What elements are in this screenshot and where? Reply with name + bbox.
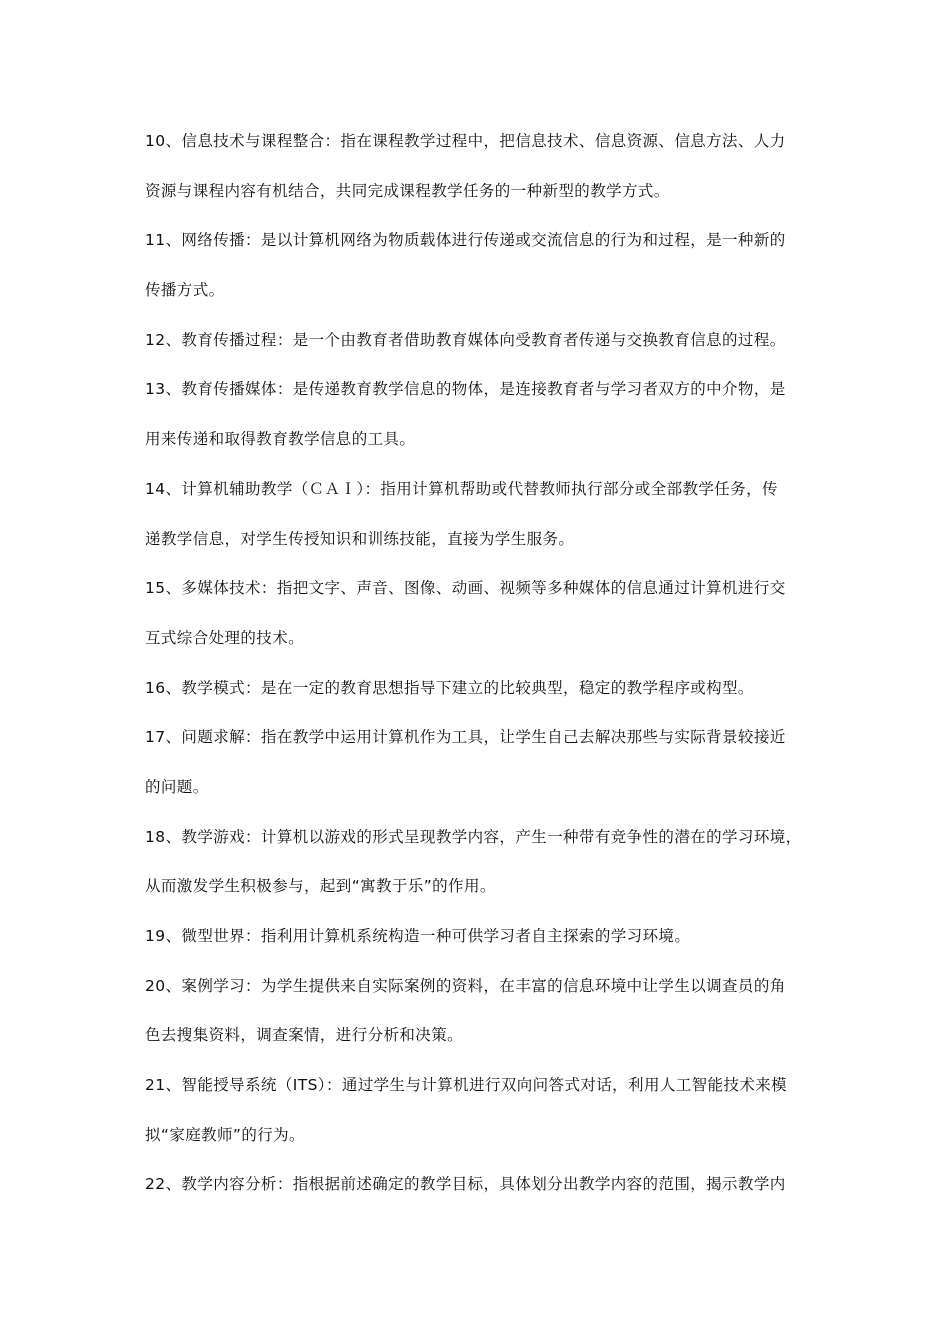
- text-line: 18、教学游戏：计算机以游戏的形式呈现教学内容，产生一种带有竞争性的潜在的学习环境，: [145, 827, 802, 846]
- text-line: 传播方式。: [145, 281, 225, 300]
- text-line: 从而激发学生积极参与，起到“寓教于乐”的作用。: [145, 877, 496, 896]
- text-line: 16、教学模式：是在一定的教育思想指导下建立的比较典型，稳定的教学程序或构型。: [145, 678, 754, 697]
- text-line: 22、教学内容分析：指根据前述确定的教学目标，具体划分出教学内容的范围，揭示教学内: [145, 1175, 786, 1194]
- text-line: 资源与课程内容有机结合，共同完成课程教学任务的一种新型的教学方式。: [145, 181, 670, 200]
- text-line: 拟“家庭教师”的行为。: [145, 1125, 305, 1144]
- text-line: 12、教育传播过程：是一个由教育者借助教育媒体向受教育者传递与交换教育信息的过程。: [145, 330, 786, 349]
- text-line: 21、智能授导系统（ITS）：通过学生与计算机进行双向问答式对话，利用人工智能技术来模: [145, 1076, 788, 1095]
- text-line: 的问题。: [145, 777, 209, 796]
- text-line: 10、信息技术与课程整合：指在课程教学过程中，把信息技术、信息资源、信息方法、人力: [145, 132, 786, 150]
- text-line: 用来传递和取得教育教学信息的工具。: [145, 430, 416, 449]
- text-line: 20、案例学习：为学生提供来自实际案例的资料，在丰富的信息环境中让学生以调查员的角: [145, 976, 786, 995]
- text-line: 递教学信息，对学生传授知识和训练技能，直接为学生服务。: [145, 529, 575, 548]
- document-body: [145, 125, 813, 1218]
- text-line: 13、教育传播媒体：是传递教育教学信息的物体，是连接教育者与学习者双方的中介物，是: [145, 380, 786, 399]
- text-line: 互式综合处理的技术。: [145, 628, 305, 647]
- text-line: 11、网络传播：是以计算机网络为物质载体进行传递或交流信息的行为和过程，是一种新的: [145, 231, 786, 250]
- text-line: 17、问题求解：指在教学中运用计算机作为工具，让学生自己去解决那些与实际背景较接近: [145, 728, 786, 747]
- text-line: 14、计算机辅助教学（ＣＡＩ）：指用计算机帮助或代替教师执行部分或全部教学任务，传: [145, 479, 778, 498]
- text-line: 15、多媒体技术：指把文字、声音、图像、动画、视频等多种媒体的信息通过计算机进行交: [145, 579, 786, 598]
- text-line: 19、微型世界：指利用计算机系统构造一种可供学习者自主探索的学习环境。: [145, 927, 691, 945]
- text-line: 色去搜集资料，调查案情，进行分析和决策。: [145, 1026, 464, 1045]
